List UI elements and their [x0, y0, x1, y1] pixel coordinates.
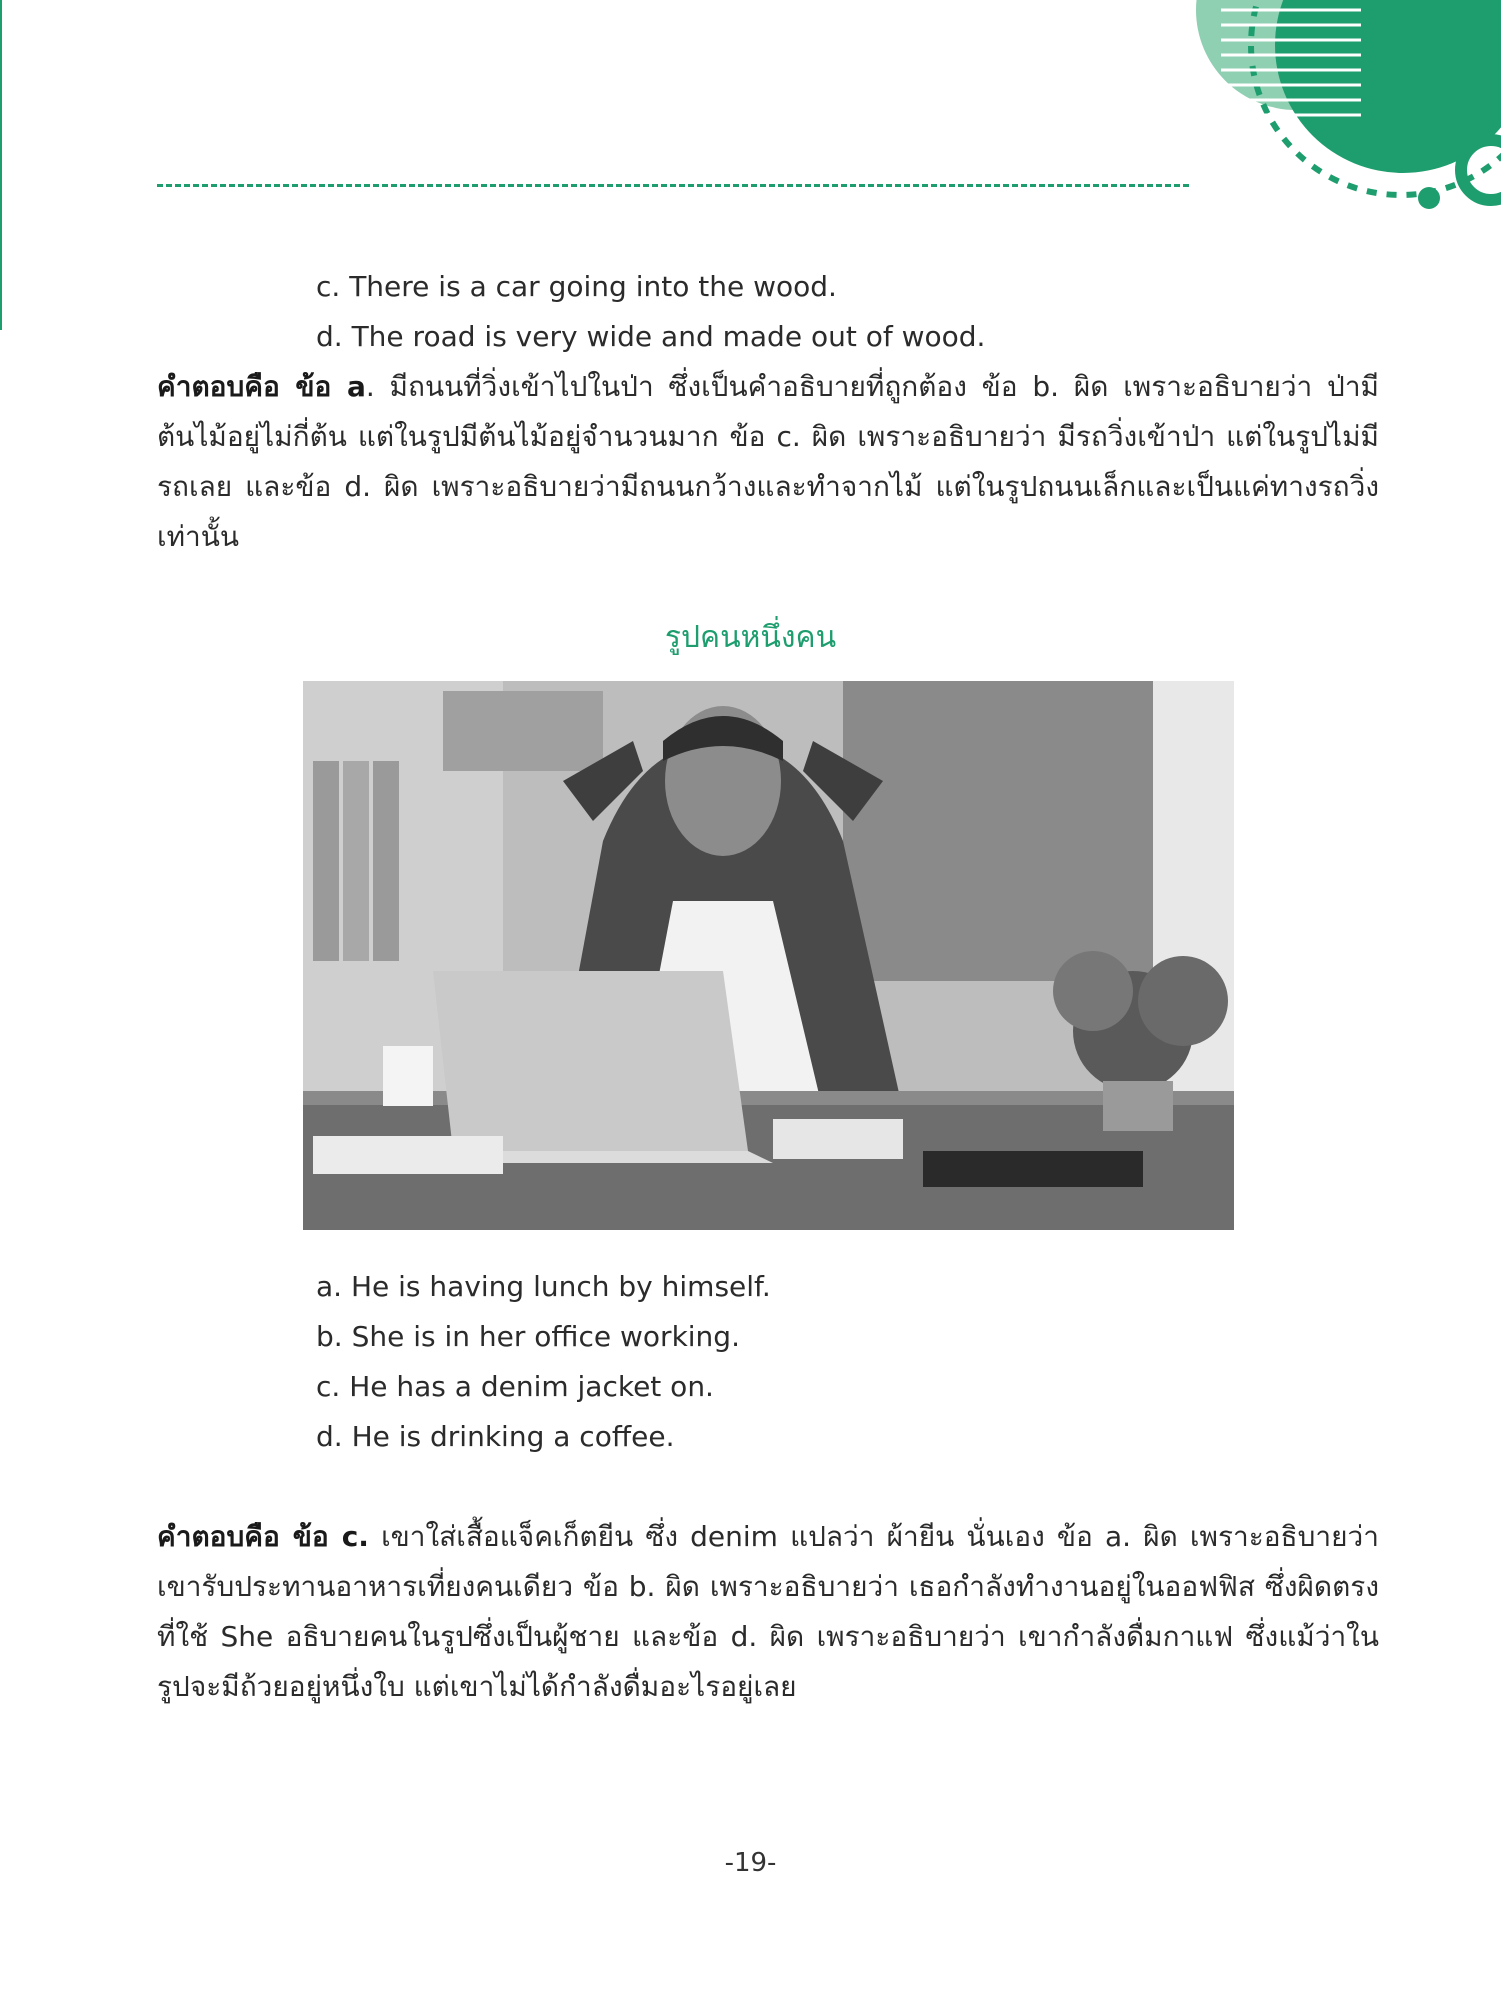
small-ring [1461, 140, 1501, 200]
section-title: รูปคนหนึ่งคน [664, 620, 837, 655]
small-dot [1418, 187, 1440, 209]
answer-paragraph-2 [157, 1512, 1379, 1712]
option-d-top: d. The road is very wide and made out of wood. [316, 320, 986, 353]
answer-label-2: คำตอบคือ ข้อ c. [157, 1520, 369, 1553]
option-b: b. She is in her office working. [316, 1320, 740, 1353]
office-photo [303, 681, 1234, 1230]
dashed-divider [157, 184, 1189, 187]
answer-paragraph-1 [157, 362, 1379, 562]
option-a: a. He is having lunch by himself. [316, 1270, 771, 1303]
option-c: c. He has a denim jacket on. [316, 1370, 714, 1403]
left-accent-bar [0, 0, 2, 330]
page-number: -19- [724, 1848, 777, 1878]
option-c-top: c. There is a car going into the wood. [316, 270, 837, 303]
option-d: d. He is drinking a coffee. [316, 1420, 675, 1453]
answer-label-1: คำตอบคือ ข้อ a [157, 370, 366, 403]
answer-text-1: . มีถนนที่วิ่งเข้าไปในป่า ซึ่งเป็นคำอธิบายที่ถูกต้อง ข้อ b. ผิด เพราะอธิบายว่า ป่ามีต้นไม้อยู่ไม่กี่ต้น แต่ในรูปมีต้นไม้อยู่จำนวนมาก ข้อ c. ผิด เพราะอธิบายว่า มีรถวิ่งเข้าป่า แต่ในรูปไม่มีรถเลย และข้อ d. ผิด เพราะอธิบายว่ามีถนนกว้างและทำจากไม้ แต่ในรูปถนนเล็กและเป็นแค่ทางรถวิ่งเท่านั้น [157, 370, 1379, 553]
answer-text-2: เขาใส่เสื้อแจ็คเก็ตยีน ซึ่ง denim แปลว่า ผ้ายีน นั่นเอง ข้อ a. ผิด เพราะอธิบายว่า เขารับประทานอาหารเที่ยงคนเดียว ข้อ b. ผิด เพราะอธิบายว่า เธอกำลังทำงานอยู่ในออฟฟิส ซึ่งผิดตรงที่ใช้ She อธิบายคนในรูปซึ่งเป็นผู้ชาย และข้อ d. ผิด เพราะอธิบายว่า เขากำลังดื่มกาแฟ ซึ่งแม้ว่าในรูปจะมีถ้วยอยู่หนึ่งใบ แต่เขาไม่ได้กำลังดื่มอะไรอยู่เลย [157, 1520, 1379, 1703]
corner-decoration [1161, 0, 1501, 215]
